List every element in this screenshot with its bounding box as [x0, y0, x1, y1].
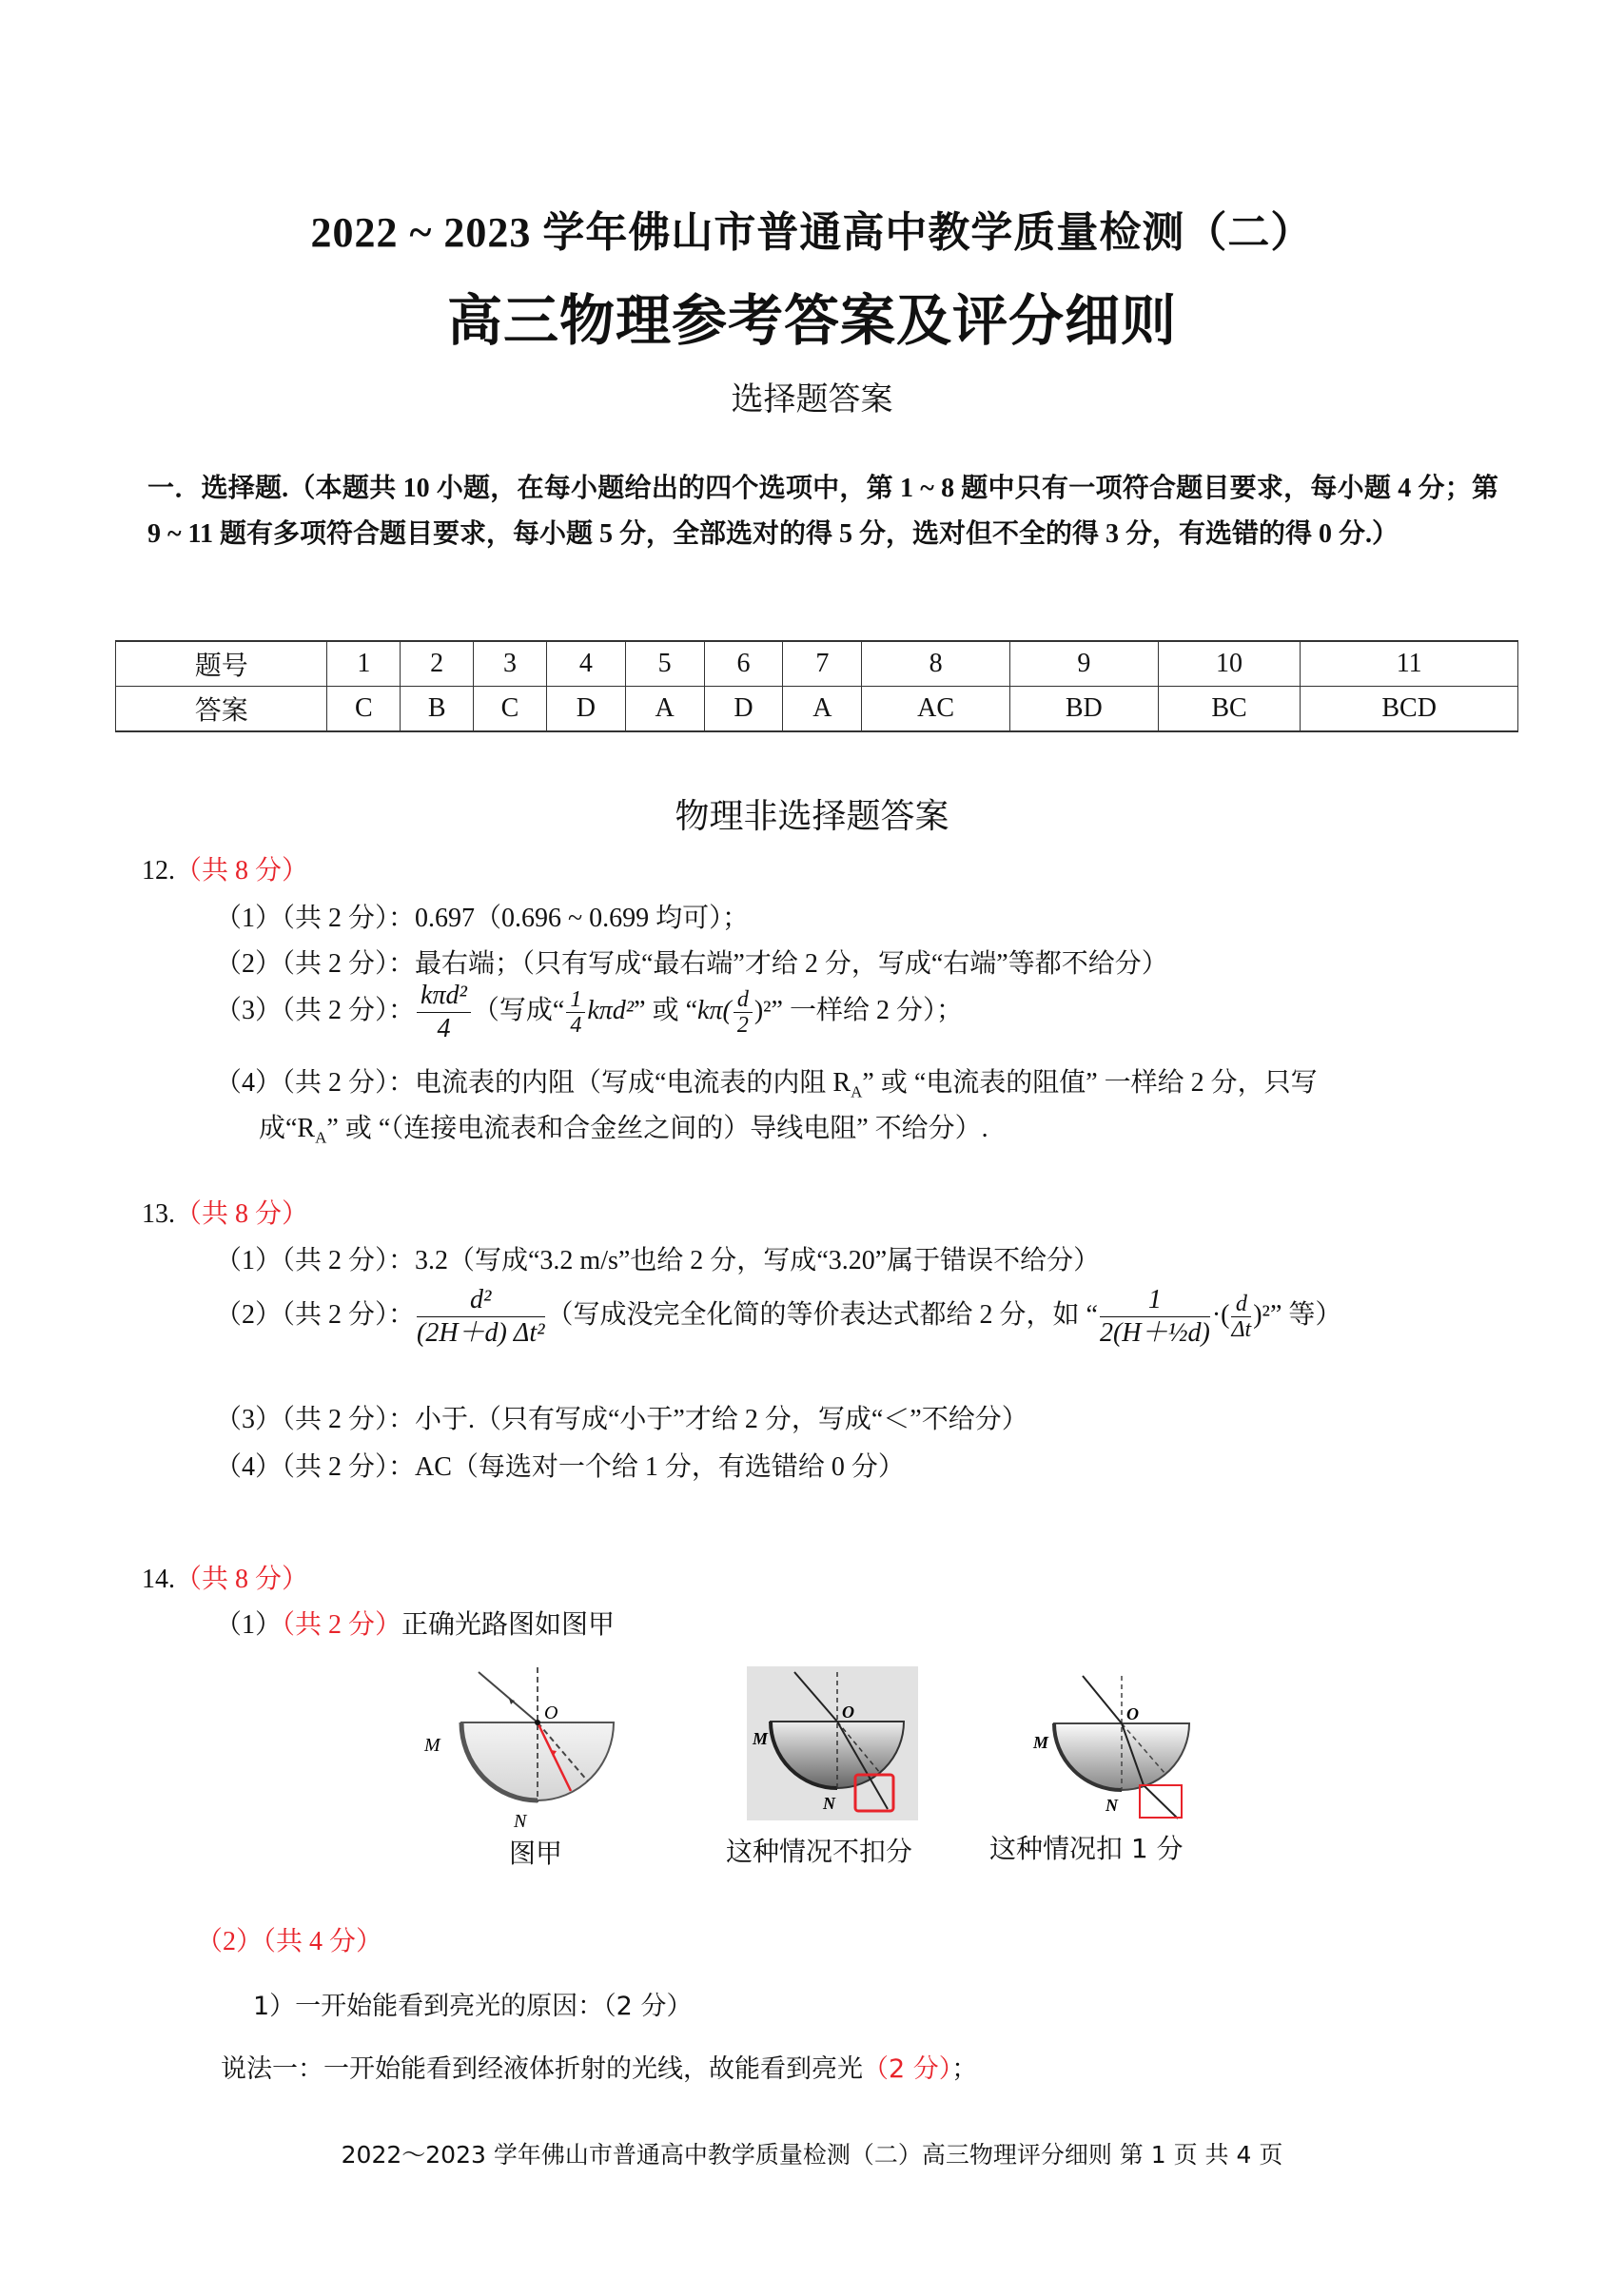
question-total-score: （共 8 分） [175, 856, 309, 885]
table-cell: BCD [1301, 687, 1518, 732]
q13-part3: （3）（共 2 分）：小于.（只有写成“小于”才给 2 分，写成“＜”不给分） [215, 1405, 1028, 1434]
q12-part4-line1: （4）（共 2 分）：电流表的内阻（写成“电流表的内阻 $R_A$” 或 “电流表的阻值” 一样给 2 分，只写 [215, 1068, 1318, 1101]
question-number: 12. [142, 856, 175, 885]
table-row-numbers [116, 641, 1518, 687]
figure-no-deduction [747, 1666, 918, 1820]
question-number: 14. [142, 1565, 175, 1594]
section-heading-nonchoice: 物理非选择题答案 [675, 797, 949, 835]
q13-part2: （2）（共 2 分）： $\frac{\text{d²}}{\text{(2H＋d) Δt²}}$ （写成没完全化简的等价表达式都给 2 分，如 “ $\frac{1}{\text{2(H＋½d)}}$ ·( $\frac{d}{\Delta t}$ )²” 等） [215, 1285, 1342, 1348]
formula-fraction: $\frac{d}{2}$ [734, 987, 753, 1038]
question-total-score: （共 8 分） [175, 1565, 309, 1594]
question-12-header [142, 849, 308, 887]
page-footer: 2022～2023 学年佛山市普通高中教学质量检测（二）高三物理评分细则 第 1 页 共 4 页 [341, 2141, 1283, 2169]
table-cell: 6 [704, 641, 783, 687]
table-cell: AC [862, 687, 1010, 732]
svg-text:M: M [753, 1729, 769, 1748]
figure-caption: 图甲 [509, 1838, 563, 1869]
table-cell: 4 [546, 641, 625, 687]
formula-fraction: $\frac{1}{4}$ [566, 987, 585, 1038]
question-14-header [142, 1558, 308, 1596]
incident-ray [1083, 1676, 1122, 1723]
table-cell: 8 [862, 641, 1010, 687]
figure-one-point-deduction [1008, 1666, 1199, 1823]
table-cell: B [401, 687, 474, 732]
q14-part2-say1: 说法一：一开始能看到经液体折射的光线，故能看到亮光（2 分）； [221, 2054, 978, 2084]
table-cell: A [783, 687, 862, 732]
q13-part4: （4）（共 2 分）：AC（每选对一个给 1 分，有选错给 0 分） [215, 1452, 905, 1482]
part-label: （3）（共 2 分）： [215, 995, 416, 1025]
figure-caption: 这种情况不扣分 [726, 1836, 913, 1867]
table-cell: 2 [401, 641, 474, 687]
q12-part4-line2: 成“$R_A$” 或 “（连接电流表和合金丝之间的）导线电阻” 不给分）. [259, 1114, 988, 1147]
incident-ray [479, 1672, 538, 1722]
svg-text:N: N [1105, 1796, 1118, 1815]
q14-part2-sub1: 1）一开始能看到亮光的原因：（2 分） [253, 1992, 693, 2021]
svg-text:N: N [823, 1794, 835, 1813]
table-cell: BC [1158, 687, 1301, 732]
q12-part1: （1）（共 2 分）：0.697（0.696 ~ 0.699 均可）； [215, 904, 750, 933]
document-title-line1: 2022 ~ 2023 学年佛山市普通高中教学质量检测（二） [310, 209, 1314, 256]
table-row-answers [116, 687, 1518, 732]
choice-instructions: 一．选择题.（本题共 10 小题，在每小题给出的四个选项中，第 1 ~ 8 题中只有一项符合题目要求，每小题 4 分；第 9 ~ 11 题有多项符合题目要求，每小题 5 分，全部选对的得 5 分，选对但不全的得 3 分，有选错的得 0 分.） [147, 474, 1498, 549]
figure-caption: 这种情况扣 1 分 [989, 1833, 1184, 1864]
svg-text:M: M [1033, 1733, 1049, 1752]
exit-ray [1144, 1785, 1178, 1819]
document-title-line2: 高三物理参考答案及评分细则 [446, 288, 1177, 353]
table-cell: 11 [1301, 641, 1518, 687]
row-label: 答案 [116, 687, 327, 732]
table-cell: D [546, 687, 625, 732]
q12-part2: （2）（共 2 分）：最右端；（只有写成“最右端”才给 2 分，写成“右端”等都不给分） [215, 949, 1168, 979]
table-cell: 7 [783, 641, 862, 687]
table-cell: 5 [625, 641, 704, 687]
q14-part2-header: （2）（共 4 分） [196, 1927, 383, 1956]
q13-part1: （1）（共 2 分）：3.2（写成“3.2 m/s”也给 2 分，写成“3.20”属于错误不给分） [215, 1246, 1101, 1275]
svg-text:O: O [842, 1703, 854, 1722]
formula-fraction: $\frac{\text{kπd²}}{4}$ [417, 980, 471, 1045]
table-cell: 9 [1009, 641, 1158, 687]
table-cell: C [327, 687, 401, 732]
section-heading-choice: 选择题答案 [731, 382, 893, 418]
table-cell: BD [1009, 687, 1158, 732]
svg-text:O: O [1126, 1704, 1139, 1723]
label-m: M [424, 1735, 440, 1756]
table-cell: C [474, 687, 547, 732]
formula-fraction: $\frac{d}{\Delta t}$ [1231, 1292, 1252, 1342]
figure-correct-light-path [419, 1660, 637, 1836]
table-cell: D [704, 687, 783, 732]
q14-part1: （1）（共 2 分）正确光路图如图甲 [215, 1610, 616, 1640]
question-total-score: （共 8 分） [175, 1199, 309, 1229]
question-number: 13. [142, 1199, 175, 1229]
question-13-header [142, 1193, 308, 1231]
q12-part3: （3）（共 2 分）： $\frac{\text{kπd²}}{4}$ （写成“ $\frac{1}{4}$ kπd²” 或 “kπ( $\frac{d}{2}$ )²” 一样给 2 分）； [215, 981, 963, 1043]
row-label: 题号 [116, 641, 327, 687]
table-cell: 3 [474, 641, 547, 687]
table-cell: 10 [1158, 641, 1301, 687]
table-cell: A [625, 687, 704, 732]
label-o: O [544, 1703, 558, 1723]
answer-table [115, 640, 1518, 732]
formula-fraction: $\frac{\text{d²}}{\text{(2H＋d) Δt²}}$ [417, 1285, 545, 1348]
formula-fraction: $\frac{1}{\text{2(H＋½d)}}$ [1099, 1285, 1210, 1348]
label-n: N [514, 1811, 527, 1832]
table-cell: 1 [327, 641, 401, 687]
